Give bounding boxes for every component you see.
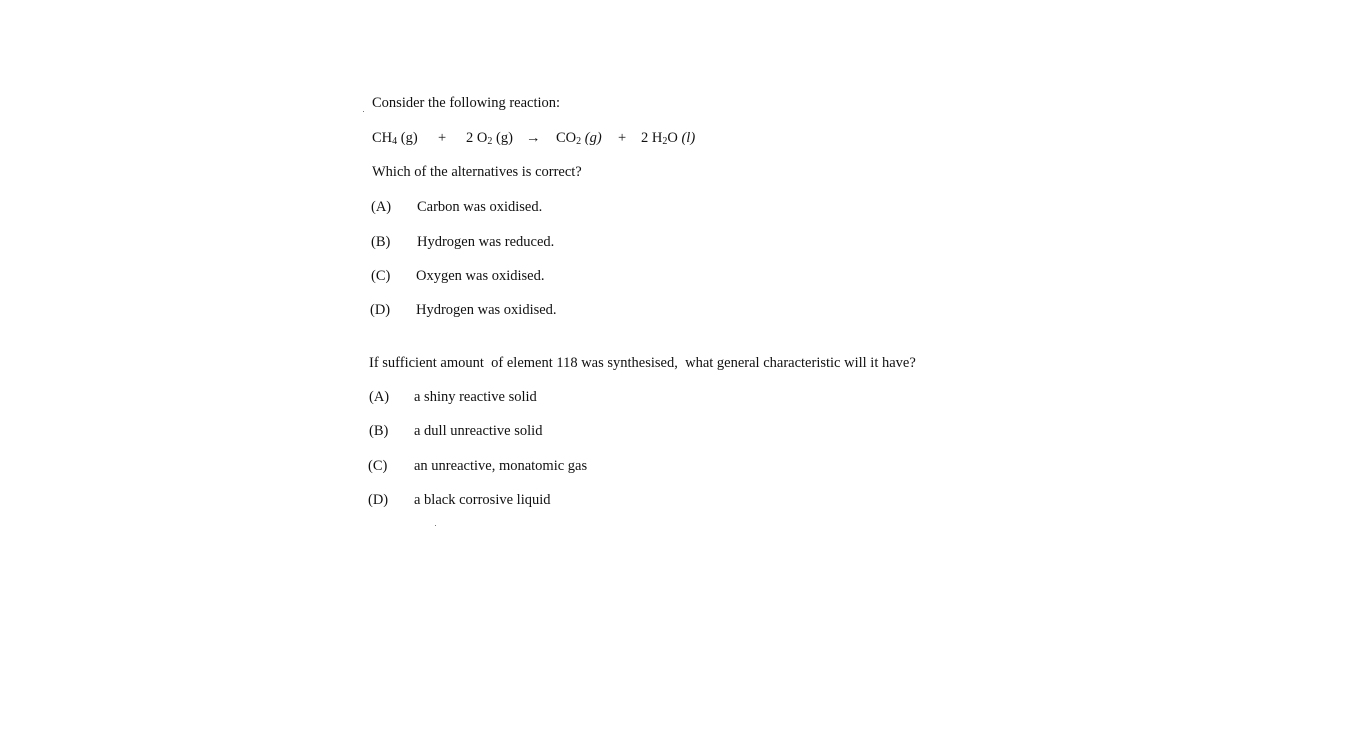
option-letter: (D) bbox=[370, 302, 391, 318]
plus-sign: + bbox=[618, 130, 627, 146]
plus-sign: + bbox=[438, 130, 447, 146]
option-letter: (D) bbox=[368, 492, 389, 508]
reactant-oxygen: 2 $O_2$ (g) bbox=[466, 130, 513, 147]
question1-intro: Consider the following reaction: bbox=[372, 95, 561, 111]
reaction-equation bbox=[0, 129, 1366, 147]
option-text: Oxygen was oxidised. bbox=[416, 268, 545, 284]
option-letter: (A) bbox=[369, 389, 390, 405]
option-letter: (B) bbox=[371, 234, 391, 250]
option-text: a dull unreactive solid bbox=[414, 423, 543, 439]
question2-prompt: If sufficient amount of element 118 was synthesised, what general characteristic will it have? bbox=[369, 355, 916, 371]
option-letter: (C) bbox=[371, 268, 391, 284]
option-letter: (A) bbox=[371, 199, 392, 215]
scan-speck bbox=[435, 525, 436, 526]
option-text: Hydrogen was reduced. bbox=[417, 234, 555, 250]
product-carbon-dioxide: $CO_2$ (g) bbox=[556, 130, 602, 147]
scan-speck bbox=[363, 111, 364, 112]
option-text: a black corrosive liquid bbox=[414, 492, 551, 508]
reactant-methane: $CH_4$ (g) bbox=[372, 130, 418, 147]
option-text: Carbon was oxidised. bbox=[417, 199, 543, 215]
option-text: an unreactive, monatomic gas bbox=[414, 458, 588, 474]
product-water: 2 $H_2O$ (l) bbox=[641, 130, 696, 147]
question1-prompt: Which of the alternatives is correct? bbox=[372, 164, 582, 180]
option-text: Hydrogen was oxidised. bbox=[416, 302, 557, 318]
option-text: a shiny reactive solid bbox=[414, 389, 537, 405]
reaction-arrow: → bbox=[526, 130, 541, 146]
option-letter: (C) bbox=[368, 458, 388, 474]
option-letter: (B) bbox=[369, 423, 389, 439]
